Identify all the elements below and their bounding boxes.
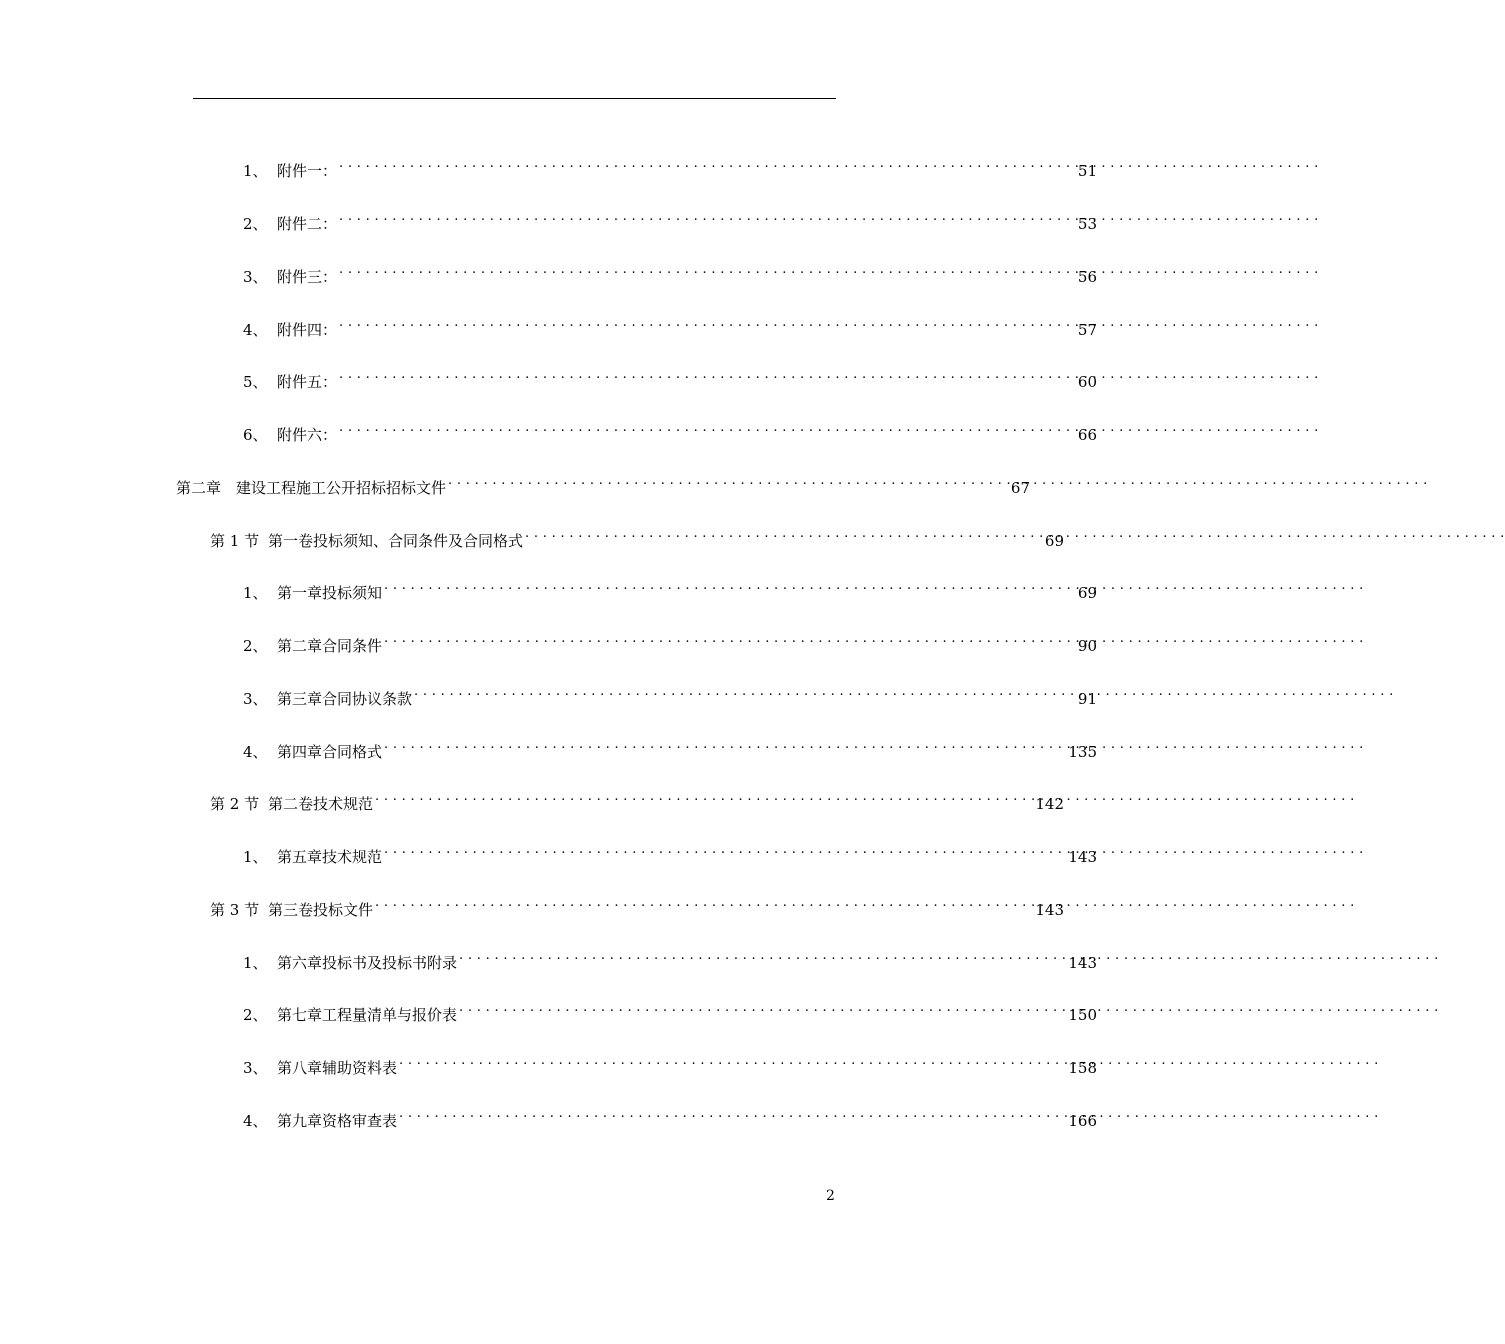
toc-chapter[interactable] — [0, 469, 1126, 497]
dot-leader — [375, 891, 1032, 915]
toc-entry-number: 2、 — [243, 215, 268, 233]
toc-section[interactable] — [0, 891, 1160, 919]
toc-entry[interactable] — [0, 1102, 1193, 1130]
toc-entry[interactable] — [0, 311, 1193, 339]
toc-section[interactable] — [0, 522, 1160, 550]
toc-entry-number: 2、 — [243, 637, 268, 655]
dot-leader — [459, 944, 1065, 968]
dot-leader — [339, 205, 1075, 229]
dot-leader — [339, 416, 1075, 440]
dot-leader — [448, 469, 1008, 493]
dot-leader — [384, 627, 1075, 651]
toc-entry-page: 143 — [1035, 901, 1064, 919]
toc-entry[interactable] — [0, 1049, 1193, 1077]
toc-entry-title: 第七章工程量清单与报价表 — [277, 1006, 458, 1024]
dot-leader — [339, 258, 1075, 282]
toc-entry-title: 建设工程施工公开招标招标文件 — [236, 479, 447, 497]
dot-leader — [375, 785, 1032, 809]
toc-entry-title: 第五章技术规范 — [277, 848, 383, 866]
toc-entry[interactable] — [0, 574, 1193, 602]
toc-entry-page: 91 — [1077, 690, 1097, 708]
toc-entry-number: 5、 — [243, 373, 268, 391]
toc-entry-number: 1、 — [243, 848, 268, 866]
dot-leader — [399, 1049, 1065, 1073]
toc-entry-page: 53 — [1077, 215, 1097, 233]
toc-entry-number: 4、 — [243, 1112, 268, 1130]
dot-leader — [339, 363, 1075, 387]
toc-entry-number: 1、 — [243, 584, 268, 602]
toc-entry-title: 第一卷投标须知、合同条件及合同格式 — [268, 532, 524, 550]
toc-entry-number: 第 1 节 — [210, 532, 260, 550]
dot-leader — [399, 1102, 1065, 1126]
toc-entry-number: 4、 — [243, 321, 268, 339]
dot-leader — [459, 996, 1065, 1020]
dot-leader — [339, 152, 1075, 176]
toc-entry-title: 第二卷技术规范 — [268, 795, 374, 813]
toc-entry-page: 66 — [1077, 426, 1097, 444]
toc-entry-number: 第 2 节 — [210, 795, 260, 813]
toc-entry-page: 143 — [1068, 954, 1097, 972]
toc-entry[interactable] — [0, 416, 1193, 444]
toc-entry-title: 第九章资格审查表 — [277, 1112, 398, 1130]
toc-entry-page: 69 — [1044, 532, 1064, 550]
toc-entry-page: 166 — [1068, 1112, 1097, 1130]
toc-entry-page: 150 — [1068, 1006, 1097, 1024]
toc-entry[interactable] — [0, 258, 1193, 286]
toc-entry-title: 附件五： — [277, 373, 338, 391]
toc-entry-page: 60 — [1077, 373, 1097, 391]
toc-entry-number: 2、 — [243, 1006, 268, 1024]
toc-entry-number: 1、 — [243, 954, 268, 972]
toc-entry[interactable] — [0, 205, 1193, 233]
toc-entry-title: 第四章合同格式 — [277, 743, 383, 761]
toc-entry-title: 附件一： — [277, 162, 338, 180]
toc-entry-title: 附件三： — [277, 268, 338, 286]
toc-entry-page: 57 — [1077, 321, 1097, 339]
toc-entry-title: 附件四： — [277, 321, 338, 339]
dot-leader — [339, 311, 1075, 335]
toc-entry-page: 51 — [1077, 162, 1097, 180]
toc-entry-title: 第六章投标书及投标书附录 — [277, 954, 458, 972]
toc-entry-number: 1、 — [243, 162, 268, 180]
dot-leader — [414, 680, 1075, 704]
toc-entry-page: 69 — [1077, 584, 1097, 602]
toc-entry-number: 3、 — [243, 268, 268, 286]
toc-entry-title: 第八章辅助资料表 — [277, 1059, 398, 1077]
dot-leader — [384, 733, 1065, 757]
toc-entry-page: 158 — [1068, 1059, 1097, 1077]
toc-entry-number: 第 3 节 — [210, 901, 260, 919]
toc-entry-title: 第三卷投标文件 — [268, 901, 374, 919]
page-number: 2 — [826, 1188, 835, 1204]
toc-entry[interactable] — [0, 944, 1193, 972]
toc-entry-page: 143 — [1068, 848, 1097, 866]
toc-entry-title: 第三章合同协议条款 — [277, 690, 413, 708]
toc-entry-number: 4、 — [243, 743, 268, 761]
toc-entry[interactable] — [0, 733, 1193, 761]
toc-entry-number: 第二章 — [176, 479, 222, 497]
toc-entry-page: 135 — [1068, 743, 1097, 761]
toc-entry-page: 142 — [1035, 795, 1064, 813]
toc-entry-number: 3、 — [243, 690, 268, 708]
dot-leader — [384, 574, 1075, 598]
toc-entry[interactable] — [0, 627, 1193, 655]
toc-entry-page: 90 — [1077, 637, 1097, 655]
toc-entry[interactable] — [0, 838, 1193, 866]
toc-section[interactable] — [0, 785, 1160, 813]
dot-leader — [525, 522, 1042, 546]
toc-entry-number: 6、 — [243, 426, 268, 444]
toc-entry[interactable] — [0, 152, 1193, 180]
toc-entry-page: 67 — [1010, 479, 1030, 497]
toc-entry[interactable] — [0, 996, 1193, 1024]
toc-entry-title: 附件六： — [277, 426, 338, 444]
toc-entry-title: 第一章投标须知 — [277, 584, 383, 602]
toc-entry[interactable] — [0, 680, 1193, 708]
toc-entry-title: 第二章合同条件 — [277, 637, 383, 655]
toc-entry-number: 3、 — [243, 1059, 268, 1077]
toc-entry[interactable] — [0, 363, 1193, 391]
dot-leader — [384, 838, 1065, 862]
toc-entry-title: 附件二： — [277, 215, 338, 233]
toc-entry-page: 56 — [1077, 268, 1097, 286]
